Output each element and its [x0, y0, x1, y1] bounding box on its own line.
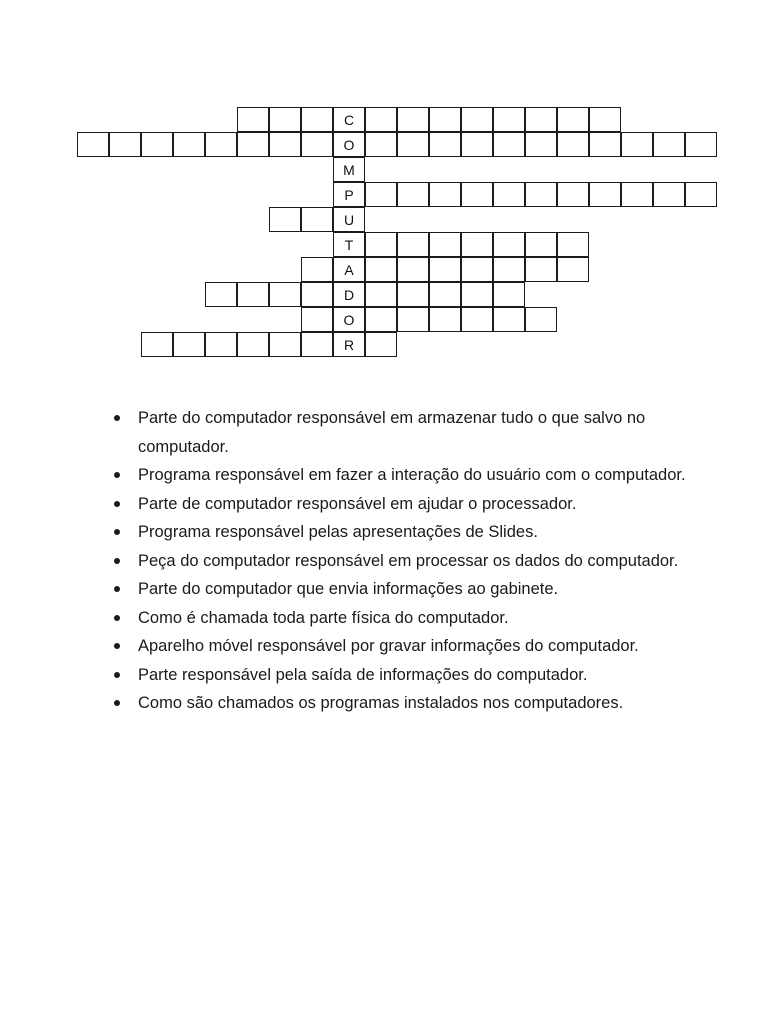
- crossword-key-letter: O: [333, 307, 365, 332]
- crossword-cell[interactable]: [397, 257, 429, 282]
- crossword-cell[interactable]: [589, 182, 621, 207]
- crossword-key-letter: A: [333, 257, 365, 282]
- crossword-key-letter: O: [333, 132, 365, 157]
- crossword-grid: [0, 0, 768, 400]
- clue-text: Como são chamados os programas instalados nos computadores.: [138, 694, 624, 712]
- bullet-icon: [114, 472, 120, 478]
- clue-item: [112, 604, 712, 633]
- crossword-cell[interactable]: [269, 332, 301, 357]
- crossword-cell[interactable]: [365, 132, 397, 157]
- bullet-icon: [114, 672, 120, 678]
- crossword-row: [0, 307, 768, 332]
- clue-item: [112, 404, 712, 461]
- crossword-cell[interactable]: [301, 282, 333, 307]
- crossword-cell[interactable]: [397, 182, 429, 207]
- crossword-cell[interactable]: [589, 107, 621, 132]
- bullet-icon: [114, 643, 120, 649]
- clue-item: [112, 490, 712, 519]
- crossword-row: [0, 282, 768, 307]
- crossword-cell[interactable]: [237, 332, 269, 357]
- crossword-cell[interactable]: [493, 232, 525, 257]
- crossword-cell[interactable]: [429, 257, 461, 282]
- crossword-cell[interactable]: [429, 282, 461, 307]
- crossword-cell[interactable]: [621, 182, 653, 207]
- clue-item: [112, 461, 712, 490]
- crossword-cell[interactable]: [397, 132, 429, 157]
- crossword-row: [0, 257, 768, 282]
- crossword-cell[interactable]: [397, 307, 429, 332]
- clue-text: Parte de computador responsável em ajudar o processador.: [138, 494, 577, 513]
- crossword-cell[interactable]: [461, 282, 493, 307]
- crossword-cell[interactable]: [525, 257, 557, 282]
- clue-text: Como é chamada toda parte física do computador.: [138, 608, 509, 627]
- clue-item: [112, 689, 712, 718]
- crossword-cell[interactable]: [397, 232, 429, 257]
- crossword-cell[interactable]: [557, 232, 589, 257]
- crossword-cell[interactable]: [589, 132, 621, 157]
- crossword-cell[interactable]: [525, 132, 557, 157]
- crossword-cell[interactable]: [429, 132, 461, 157]
- crossword-cell[interactable]: [525, 232, 557, 257]
- crossword-cell[interactable]: [685, 132, 717, 157]
- crossword-cell[interactable]: [365, 307, 397, 332]
- crossword-key-letter: R: [333, 332, 365, 357]
- bullet-icon: [114, 586, 120, 592]
- bullet-icon: [114, 700, 120, 706]
- crossword-cell[interactable]: [461, 232, 493, 257]
- crossword-cell[interactable]: [525, 107, 557, 132]
- crossword-cell[interactable]: [461, 257, 493, 282]
- crossword-row: [0, 232, 768, 257]
- crossword-cell[interactable]: [173, 332, 205, 357]
- crossword-key-letter: P: [333, 182, 365, 207]
- crossword-cell[interactable]: [493, 182, 525, 207]
- crossword-cell[interactable]: [141, 132, 173, 157]
- clue-item: [112, 575, 712, 604]
- crossword-cell[interactable]: [461, 182, 493, 207]
- crossword-cell[interactable]: [269, 207, 301, 232]
- crossword-cell[interactable]: [397, 282, 429, 307]
- crossword-cell[interactable]: [365, 182, 397, 207]
- clue-text: Programa responsável pelas apresentações de Slides.: [138, 523, 538, 541]
- crossword-cell[interactable]: [557, 182, 589, 207]
- clue-item: [112, 661, 712, 690]
- crossword-cell[interactable]: [365, 282, 397, 307]
- clue-text: Parte do computador responsável em armazenar tudo o que salvo no computador.: [138, 409, 646, 456]
- crossword-cell[interactable]: [461, 307, 493, 332]
- crossword-cell[interactable]: [237, 132, 269, 157]
- crossword-cell[interactable]: [269, 107, 301, 132]
- crossword-cell[interactable]: [205, 282, 237, 307]
- crossword-cell[interactable]: [461, 132, 493, 157]
- crossword-key-letter: D: [333, 282, 365, 307]
- bullet-icon: [114, 501, 120, 507]
- crossword-cell[interactable]: [365, 107, 397, 132]
- crossword-key-letter: C: [333, 107, 365, 132]
- crossword-cell[interactable]: [429, 107, 461, 132]
- crossword-row: [0, 182, 768, 207]
- crossword-cell[interactable]: [205, 332, 237, 357]
- crossword-cell[interactable]: [237, 107, 269, 132]
- crossword-row: [0, 132, 768, 157]
- crossword-cell[interactable]: [205, 132, 237, 157]
- crossword-cell[interactable]: [493, 132, 525, 157]
- crossword-cell[interactable]: [301, 307, 333, 332]
- clue-list: [112, 404, 712, 718]
- crossword-cell[interactable]: [77, 132, 109, 157]
- crossword-cell[interactable]: [429, 307, 461, 332]
- clue-text: Parte do computador que envia informações ao gabinete.: [138, 580, 559, 598]
- crossword-cell[interactable]: [237, 282, 269, 307]
- crossword-cell[interactable]: [397, 107, 429, 132]
- crossword-cell[interactable]: [621, 132, 653, 157]
- crossword-key-letter: M: [333, 157, 365, 182]
- clue-text: Aparelho móvel responsável por gravar informações do computador.: [138, 637, 639, 655]
- crossword-cell[interactable]: [173, 132, 205, 157]
- crossword-cell[interactable]: [269, 132, 301, 157]
- crossword-cell[interactable]: [109, 132, 141, 157]
- crossword-cell[interactable]: [269, 282, 301, 307]
- clue-text: Programa responsável em fazer a interação do usuário com o computador.: [138, 466, 686, 484]
- crossword-cell[interactable]: [493, 257, 525, 282]
- bullet-icon: [114, 415, 120, 421]
- clue-text: Peça do computador responsável em processar os dados do computador.: [138, 551, 679, 570]
- crossword-cell[interactable]: [653, 132, 685, 157]
- crossword-cell[interactable]: [301, 107, 333, 132]
- crossword-cell[interactable]: [461, 107, 493, 132]
- crossword-cell[interactable]: [429, 182, 461, 207]
- bullet-icon: [114, 558, 120, 564]
- crossword-cell[interactable]: [525, 182, 557, 207]
- clue-text: Parte responsável pela saída de informações do computador.: [138, 665, 588, 684]
- crossword-cell[interactable]: [557, 132, 589, 157]
- crossword-cell[interactable]: [525, 307, 557, 332]
- bullet-icon: [114, 615, 120, 621]
- crossword-key-letter: U: [333, 207, 365, 232]
- crossword-row: [0, 107, 768, 132]
- crossword-cell[interactable]: [301, 132, 333, 157]
- crossword-cell[interactable]: [141, 332, 173, 357]
- clue-item: [112, 518, 712, 547]
- crossword-row: [0, 207, 768, 232]
- bullet-icon: [114, 529, 120, 535]
- crossword-cell[interactable]: [493, 282, 525, 307]
- crossword-cell[interactable]: [557, 107, 589, 132]
- crossword-cell[interactable]: [429, 232, 461, 257]
- crossword-row: [0, 332, 768, 357]
- crossword-cell[interactable]: [365, 332, 397, 357]
- crossword-cell[interactable]: [365, 257, 397, 282]
- clue-item: [112, 547, 712, 576]
- crossword-cell[interactable]: [685, 182, 717, 207]
- crossword-cell[interactable]: [365, 232, 397, 257]
- crossword-cell[interactable]: [493, 307, 525, 332]
- crossword-cell[interactable]: [301, 257, 333, 282]
- crossword-row: [0, 157, 768, 182]
- crossword-cell[interactable]: [301, 332, 333, 357]
- crossword-cell[interactable]: [653, 182, 685, 207]
- crossword-cell[interactable]: [557, 257, 589, 282]
- crossword-cell[interactable]: [301, 207, 333, 232]
- clue-item: [112, 632, 712, 661]
- crossword-key-letter: T: [333, 232, 365, 257]
- crossword-cell[interactable]: [493, 107, 525, 132]
